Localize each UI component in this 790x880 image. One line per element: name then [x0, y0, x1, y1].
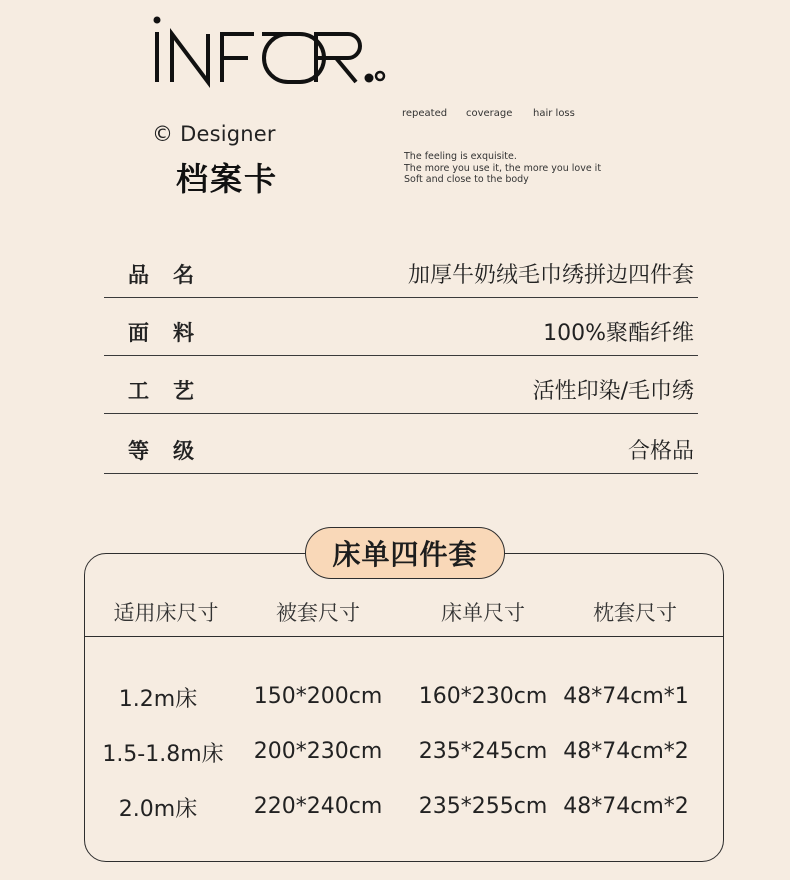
table-cell: 200*230cm [253, 739, 383, 764]
column-header: 被套尺寸 [276, 601, 360, 625]
spec-row [104, 298, 698, 356]
table-cell: 1.5-1.8m床 [102, 742, 224, 767]
table-cell: 2.0m床 [118, 797, 198, 822]
table-cell: 48*74cm*2 [563, 794, 689, 819]
spec-label: 等级 [128, 439, 218, 463]
spec-row [104, 414, 698, 474]
table-cell: 48*74cm*1 [563, 684, 689, 709]
spec-row [104, 356, 698, 414]
table-cell: 1.2m床 [118, 687, 198, 712]
brand-logo [150, 14, 390, 90]
spec-value: 加厚牛奶绒毛巾绣拼边四件套 [407, 263, 694, 288]
tagline [404, 151, 601, 186]
column-header: 床单尺寸 [441, 601, 525, 625]
table-cell: 160*230cm [418, 684, 548, 709]
table-cell: 150*200cm [253, 684, 383, 709]
spec-label: 面料 [128, 321, 218, 345]
spec-table [104, 240, 698, 474]
spec-value: 活性印染/毛巾绣 [532, 379, 694, 404]
designer-label: © Designer [152, 122, 276, 146]
column-header: 枕套尺寸 [593, 601, 677, 625]
spec-value: 100%聚酯纤维 [543, 321, 694, 346]
tagline-line: Soft and close to the body [404, 174, 529, 185]
spec-value: 合格品 [627, 439, 694, 464]
card-title: 档案卡 [176, 160, 279, 198]
tag-item: repeated [402, 108, 448, 119]
table-cell: 48*74cm*2 [563, 739, 689, 764]
table-cell: 220*240cm [253, 794, 383, 819]
tag-item: hair loss [533, 108, 575, 119]
tagline-line: The feeling is exquisite. [404, 151, 517, 162]
tag-item: coverage [466, 108, 513, 119]
size-table-divider [84, 636, 724, 637]
size-table-title: 床单四件套 [305, 527, 505, 579]
tagline-line: The more you use it, the more you love it [404, 162, 602, 174]
table-cell: 235*255cm [418, 794, 548, 819]
spec-label: 品名 [128, 263, 218, 287]
spec-row [104, 240, 698, 298]
spec-label: 工艺 [128, 379, 218, 403]
column-header: 适用床尺寸 [113, 601, 219, 625]
table-cell: 235*245cm [418, 739, 548, 764]
